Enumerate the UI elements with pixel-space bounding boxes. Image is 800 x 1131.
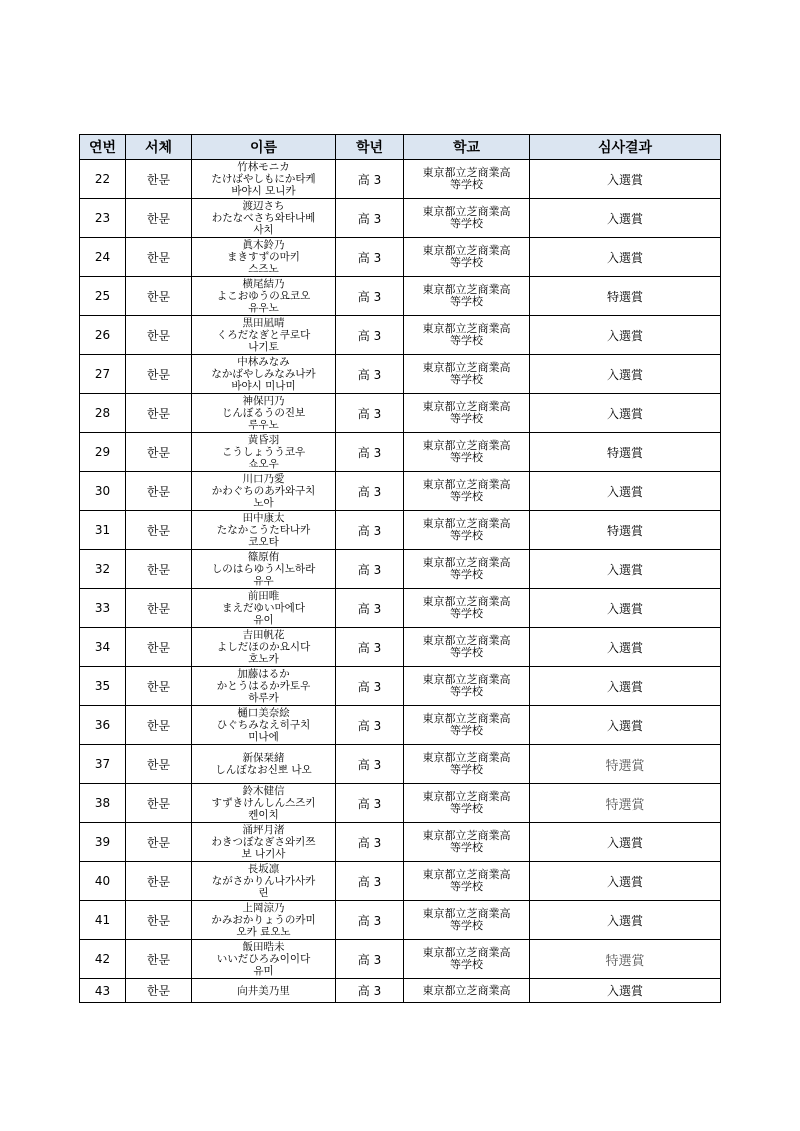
name-line: 오카 료오노 xyxy=(236,926,291,938)
table-row xyxy=(80,277,721,316)
cell-name xyxy=(192,355,336,394)
school-line: 東京都立芝商業高 xyxy=(422,946,511,959)
name-line: しんぼなお신뽀 나오 xyxy=(215,764,312,776)
cell-school xyxy=(404,862,530,901)
cell-grade: 高 3 xyxy=(336,160,404,199)
cell-result: 入選賞 xyxy=(530,394,721,433)
cell-number: 22 xyxy=(80,160,126,199)
cell-result: 入選賞 xyxy=(530,667,721,706)
cell-name xyxy=(192,862,336,901)
cell-school xyxy=(404,667,530,706)
table-row xyxy=(80,862,721,901)
cell-school xyxy=(404,277,530,316)
cell-style: 한문 xyxy=(126,355,192,394)
cell-number: 39 xyxy=(80,823,126,862)
name-line: 中林みなみ xyxy=(237,356,290,368)
cell-name xyxy=(192,667,336,706)
name-line: 竹林モニカ xyxy=(237,161,290,173)
name-line: 미나에 xyxy=(248,731,279,743)
cell-name xyxy=(192,394,336,433)
name-line: こうしょうう코우 xyxy=(221,446,306,458)
name-line: 유우노 xyxy=(248,302,279,314)
cell-name xyxy=(192,199,336,238)
cell-style: 한문 xyxy=(126,589,192,628)
school-line: 等学校 xyxy=(450,607,483,620)
cell-result: 入選賞 xyxy=(530,355,721,394)
cell-school xyxy=(404,823,530,862)
cell-style: 한문 xyxy=(126,238,192,277)
school-line: 東京都立芝商業高 xyxy=(422,829,511,842)
name-line: 유미 xyxy=(253,965,274,977)
cell-name xyxy=(192,472,336,511)
cell-name xyxy=(192,589,336,628)
school-line: 東京都立芝商業高 xyxy=(422,634,511,647)
cell-result: 入選賞 xyxy=(530,238,721,277)
table-row xyxy=(80,706,721,745)
name-line: まえだゆい마에다 xyxy=(222,602,305,614)
table-row xyxy=(80,628,721,667)
name-line: たなかこうた타나카 xyxy=(216,524,311,536)
name-line: 加藤はるか xyxy=(237,668,290,680)
name-line: なかばやしみなみ나카 xyxy=(211,368,316,380)
cell-name xyxy=(192,550,336,589)
name-line: じんぼるうの진보 xyxy=(221,407,306,419)
school-line: 等学校 xyxy=(450,841,483,854)
school-line: 東京都立芝商業高 xyxy=(422,595,511,608)
school-line: 東京都立芝商業高 xyxy=(422,517,511,530)
school-line: 東京都立芝商業高 xyxy=(422,400,511,413)
table-body xyxy=(80,160,721,1003)
name-line: わきつぼなぎさ와키쯔 xyxy=(211,836,316,848)
cell-result: 入選賞 xyxy=(530,628,721,667)
school-line: 等学校 xyxy=(450,724,483,737)
name-line: 上岡涼乃 xyxy=(242,902,285,914)
cell-name xyxy=(192,784,336,823)
cell-number: 30 xyxy=(80,472,126,511)
school-line: 等学校 xyxy=(450,568,483,581)
cell-school xyxy=(404,784,530,823)
school-line: 等学校 xyxy=(450,919,483,932)
school-line: 東京都立芝商業高 xyxy=(422,907,511,920)
school-line: 等学校 xyxy=(450,763,483,776)
name-line: しのはらゆう시노하라 xyxy=(211,563,316,575)
school-line: 東京都立芝商業高 xyxy=(422,751,511,764)
cell-name xyxy=(192,706,336,745)
name-line: 나기토 xyxy=(248,341,279,353)
school-line: 等学校 xyxy=(450,646,483,659)
name-line: 向井美乃里 xyxy=(237,984,290,997)
table-row xyxy=(80,901,721,940)
school-line: 等学校 xyxy=(450,295,483,308)
table-row xyxy=(80,979,721,1003)
cell-grade: 高 3 xyxy=(336,745,404,784)
name-line: まきすずの마키 xyxy=(227,251,300,263)
cell-result: 特選賞 xyxy=(530,433,721,472)
cell-grade: 高 3 xyxy=(336,355,404,394)
cell-style: 한문 xyxy=(126,706,192,745)
name-line: ながさかりん나가사카 xyxy=(211,875,316,887)
cell-number: 43 xyxy=(80,979,126,1003)
cell-school xyxy=(404,979,530,1003)
name-line: 黄昏羽 xyxy=(247,434,280,446)
cell-result: 入選賞 xyxy=(530,823,721,862)
school-line: 等学校 xyxy=(450,490,483,503)
school-line: 等学校 xyxy=(450,412,483,425)
cell-school xyxy=(404,628,530,667)
name-line: 바야시 미나미 xyxy=(231,380,296,392)
cell-school xyxy=(404,589,530,628)
name-line: 鈴木健信 xyxy=(242,785,285,797)
table-row xyxy=(80,589,721,628)
school-line: 東京都立芝商業高 xyxy=(422,244,511,257)
cell-name xyxy=(192,511,336,550)
table-row xyxy=(80,238,721,277)
school-line: 東京都立芝商業高 xyxy=(422,983,511,997)
name-line: 유우 xyxy=(253,575,274,587)
table-row xyxy=(80,394,721,433)
name-line: よしだほのか요시다 xyxy=(216,641,311,653)
name-line: よこおゆうの요코오 xyxy=(216,290,311,302)
name-line: 川口乃愛 xyxy=(242,473,285,485)
cell-number: 27 xyxy=(80,355,126,394)
cell-grade: 高 3 xyxy=(336,589,404,628)
cell-school xyxy=(404,355,530,394)
name-line: 前田唯 xyxy=(247,590,280,602)
cell-name xyxy=(192,745,336,784)
cell-number: 36 xyxy=(80,706,126,745)
cell-grade: 高 3 xyxy=(336,667,404,706)
name-line: 長坂凛 xyxy=(247,863,280,875)
cell-school xyxy=(404,160,530,199)
cell-grade: 高 3 xyxy=(336,940,404,979)
cell-number: 34 xyxy=(80,628,126,667)
name-line: くろだなぎと쿠로다 xyxy=(216,329,311,341)
cell-style: 한문 xyxy=(126,277,192,316)
cell-result: 入選賞 xyxy=(530,901,721,940)
cell-grade: 高 3 xyxy=(336,901,404,940)
name-line: 涌坪月渚 xyxy=(242,824,285,836)
cell-school xyxy=(404,511,530,550)
cell-number: 40 xyxy=(80,862,126,901)
school-line: 等学校 xyxy=(450,529,483,542)
school-line: 等学校 xyxy=(450,802,483,815)
cell-style: 한문 xyxy=(126,550,192,589)
cell-style: 한문 xyxy=(126,472,192,511)
table-row xyxy=(80,784,721,823)
name-line: かわぐちのあ카와구치 xyxy=(211,485,316,497)
school-line: 東京都立芝商業高 xyxy=(422,790,511,803)
cell-name xyxy=(192,940,336,979)
header-grade: 학년 xyxy=(336,135,404,160)
name-line: 스즈노 xyxy=(248,263,279,275)
name-line: 유이 xyxy=(253,614,274,626)
name-line: かみおかりょうの카미 xyxy=(211,914,316,926)
cell-result: 入選賞 xyxy=(530,199,721,238)
name-line: 켄이치 xyxy=(248,809,279,821)
cell-name xyxy=(192,238,336,277)
cell-result: 入選賞 xyxy=(530,979,721,1003)
cell-school xyxy=(404,940,530,979)
school-line: 等学校 xyxy=(450,451,483,464)
cell-name xyxy=(192,160,336,199)
cell-style: 한문 xyxy=(126,160,192,199)
cell-style: 한문 xyxy=(126,199,192,238)
cell-number: 38 xyxy=(80,784,126,823)
table-row xyxy=(80,940,721,979)
cell-result: 特選賞 xyxy=(530,784,721,823)
cell-school xyxy=(404,433,530,472)
name-line: 渡辺さち xyxy=(242,200,285,212)
cell-style: 한문 xyxy=(126,316,192,355)
cell-grade: 高 3 xyxy=(336,979,404,1003)
school-line: 等学校 xyxy=(450,958,483,971)
school-line: 等学校 xyxy=(450,334,483,347)
cell-style: 한문 xyxy=(126,667,192,706)
cell-style: 한문 xyxy=(126,628,192,667)
cell-style: 한문 xyxy=(126,433,192,472)
school-line: 等学校 xyxy=(450,685,483,698)
name-line: 노아 xyxy=(253,497,274,509)
name-line: 보 나기사 xyxy=(241,848,286,860)
name-line: わたなべさち와타나베 xyxy=(211,212,316,224)
cell-number: 23 xyxy=(80,199,126,238)
name-line: 하루카 xyxy=(248,692,279,704)
cell-number: 25 xyxy=(80,277,126,316)
table-header-row xyxy=(80,135,721,160)
school-line: 東京都立芝商業高 xyxy=(422,166,511,179)
table-row xyxy=(80,160,721,199)
name-line: 新保栞緒 xyxy=(242,752,285,764)
cell-number: 29 xyxy=(80,433,126,472)
school-line: 等学校 xyxy=(450,373,483,386)
school-line: 東京都立芝商業高 xyxy=(422,322,511,335)
name-line: 篠原侑 xyxy=(247,551,280,563)
cell-number: 42 xyxy=(80,940,126,979)
name-line: すずきけんしん스즈키 xyxy=(211,797,316,809)
table-row xyxy=(80,433,721,472)
cell-style: 한문 xyxy=(126,979,192,1003)
cell-grade: 高 3 xyxy=(336,472,404,511)
table-row xyxy=(80,199,721,238)
name-line: 사치 xyxy=(253,224,274,236)
name-line: 쇼오우 xyxy=(248,458,279,470)
cell-number: 32 xyxy=(80,550,126,589)
school-line: 等学校 xyxy=(450,880,483,893)
cell-result: 入選賞 xyxy=(530,316,721,355)
school-line: 東京都立芝商業高 xyxy=(422,673,511,686)
cell-grade: 高 3 xyxy=(336,238,404,277)
cell-number: 31 xyxy=(80,511,126,550)
cell-style: 한문 xyxy=(126,745,192,784)
cell-result: 入選賞 xyxy=(530,160,721,199)
name-line: 바야시 모니카 xyxy=(231,185,296,197)
name-line: 横尾結乃 xyxy=(242,278,285,290)
cell-school xyxy=(404,901,530,940)
table-row xyxy=(80,745,721,784)
cell-school xyxy=(404,199,530,238)
name-line: 田中康太 xyxy=(242,512,285,524)
cell-grade: 高 3 xyxy=(336,823,404,862)
table-row xyxy=(80,667,721,706)
cell-name xyxy=(192,433,336,472)
school-line: 東京都立芝商業高 xyxy=(422,361,511,374)
cell-school xyxy=(404,550,530,589)
cell-grade: 高 3 xyxy=(336,316,404,355)
cell-number: 28 xyxy=(80,394,126,433)
table-row xyxy=(80,316,721,355)
name-line: かとうはるか카토우 xyxy=(216,680,311,692)
cell-name xyxy=(192,277,336,316)
cell-school xyxy=(404,745,530,784)
school-line: 等学校 xyxy=(450,256,483,269)
header-result: 심사결과 xyxy=(530,135,721,160)
header-number: 연번 xyxy=(80,135,126,160)
name-line: 樋口美奈絵 xyxy=(237,707,290,719)
header-school: 학교 xyxy=(404,135,530,160)
cell-grade: 高 3 xyxy=(336,511,404,550)
header-name: 이름 xyxy=(192,135,336,160)
name-line: たけばやしもにか타케 xyxy=(211,173,316,185)
name-line: いいだひろみ이이다 xyxy=(216,953,311,965)
school-line: 東京都立芝商業高 xyxy=(422,868,511,881)
header-style: 서체 xyxy=(126,135,192,160)
cell-style: 한문 xyxy=(126,511,192,550)
table-row xyxy=(80,355,721,394)
cell-name xyxy=(192,823,336,862)
table-row xyxy=(80,472,721,511)
cell-grade: 高 3 xyxy=(336,706,404,745)
cell-result: 特選賞 xyxy=(530,940,721,979)
cell-style: 한문 xyxy=(126,784,192,823)
cell-result: 特選賞 xyxy=(530,745,721,784)
cell-result: 入選賞 xyxy=(530,472,721,511)
cell-number: 26 xyxy=(80,316,126,355)
cell-name xyxy=(192,979,336,1003)
cell-number: 35 xyxy=(80,667,126,706)
cell-number: 37 xyxy=(80,745,126,784)
cell-style: 한문 xyxy=(126,823,192,862)
cell-result: 入選賞 xyxy=(530,589,721,628)
cell-grade: 高 3 xyxy=(336,433,404,472)
cell-number: 24 xyxy=(80,238,126,277)
name-line: 神保円乃 xyxy=(242,395,285,407)
cell-grade: 高 3 xyxy=(336,550,404,589)
name-line: 飯田晧未 xyxy=(242,941,285,953)
cell-number: 33 xyxy=(80,589,126,628)
name-line: 호노카 xyxy=(248,653,279,665)
cell-grade: 高 3 xyxy=(336,628,404,667)
results-table xyxy=(79,134,721,1003)
name-line: 眞木鈴乃 xyxy=(242,239,285,251)
school-line: 等学校 xyxy=(450,178,483,191)
name-line: ひぐちみなえ히구치 xyxy=(216,719,311,731)
school-line: 東京都立芝商業高 xyxy=(422,478,511,491)
cell-grade: 高 3 xyxy=(336,862,404,901)
cell-result: 入選賞 xyxy=(530,706,721,745)
cell-style: 한문 xyxy=(126,862,192,901)
name-line: 루우노 xyxy=(248,419,279,431)
cell-name xyxy=(192,901,336,940)
cell-school xyxy=(404,394,530,433)
cell-grade: 高 3 xyxy=(336,199,404,238)
school-line: 東京都立芝商業高 xyxy=(422,556,511,569)
cell-number: 41 xyxy=(80,901,126,940)
table-row xyxy=(80,823,721,862)
table-row xyxy=(80,550,721,589)
cell-style: 한문 xyxy=(126,394,192,433)
cell-school xyxy=(404,316,530,355)
cell-grade: 高 3 xyxy=(336,784,404,823)
school-line: 東京都立芝商業高 xyxy=(422,439,511,452)
cell-style: 한문 xyxy=(126,901,192,940)
school-line: 東京都立芝商業高 xyxy=(422,712,511,725)
cell-result: 入選賞 xyxy=(530,862,721,901)
name-line: 黒田凪晴 xyxy=(242,317,285,329)
table-row xyxy=(80,511,721,550)
name-line: 吉田帆花 xyxy=(242,629,285,641)
school-line: 東京都立芝商業高 xyxy=(422,283,511,296)
school-line: 東京都立芝商業高 xyxy=(422,205,511,218)
school-line: 等学校 xyxy=(450,217,483,230)
cell-school xyxy=(404,238,530,277)
cell-result: 特選賞 xyxy=(530,511,721,550)
cell-result: 入選賞 xyxy=(530,550,721,589)
cell-grade: 高 3 xyxy=(336,277,404,316)
cell-grade: 高 3 xyxy=(336,394,404,433)
cell-school xyxy=(404,706,530,745)
cell-style: 한문 xyxy=(126,940,192,979)
cell-school xyxy=(404,472,530,511)
cell-name xyxy=(192,628,336,667)
cell-result: 特選賞 xyxy=(530,277,721,316)
cell-name xyxy=(192,316,336,355)
name-line: 코오타 xyxy=(248,536,279,548)
name-line: 린 xyxy=(258,887,269,899)
